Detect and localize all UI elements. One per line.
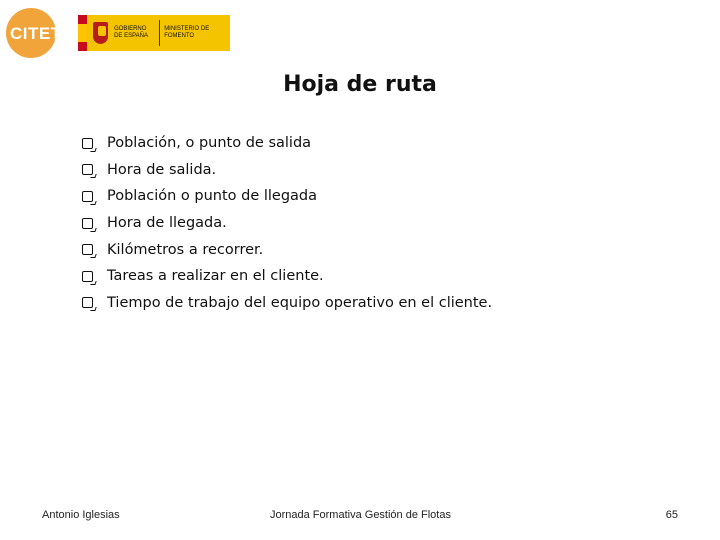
bullet-list: [80, 130, 492, 316]
list-item-text: Tareas a realizar en el cliente.: [107, 268, 324, 285]
footer-author: Antonio Iglesias: [42, 509, 120, 521]
list-item-text: Kilómetros a recorrer.: [107, 241, 264, 258]
list-item: [80, 157, 492, 184]
checkbox-bullet-icon: [82, 218, 93, 229]
list-item-text: Hora de salida.: [107, 161, 217, 178]
slide-title-text: Hoja de ruta: [283, 72, 437, 97]
list-item: [80, 210, 492, 237]
list-item-text: Hora de llegada.: [107, 215, 227, 232]
government-banner: [78, 15, 230, 51]
list-item: [80, 290, 492, 317]
checkbox-bullet-icon: [82, 297, 93, 308]
list-item: [80, 130, 492, 157]
footer-event: Jornada Formativa Gestión de Flotas: [270, 509, 451, 521]
list-item: [80, 236, 492, 263]
checkbox-bullet-icon: [82, 244, 93, 255]
list-item: [80, 263, 492, 290]
checkbox-bullet-icon: [82, 191, 93, 202]
checkbox-bullet-icon: [82, 164, 93, 175]
page-number: 65: [665, 509, 678, 521]
spain-flag-icon: [78, 15, 87, 51]
ministry-label: MINISTERIO DE FOMENTO: [164, 26, 210, 39]
list-item-text: Población, o punto de salida: [107, 135, 312, 152]
slide-title: [0, 72, 720, 97]
checkbox-bullet-icon: [82, 271, 93, 282]
banner-divider: [159, 20, 160, 46]
coat-of-arms-icon: [93, 22, 108, 44]
citet-logo: [6, 8, 62, 58]
government-label: GOBIERNO DE ESPAÑA: [114, 26, 148, 39]
checkbox-bullet-icon: [82, 138, 93, 149]
list-item-text: Población o punto de llegada: [107, 188, 318, 205]
logo-text: CITET: [10, 24, 62, 43]
list-item: [80, 183, 492, 210]
list-item-text: Tiempo de trabajo del equipo operativo en el cliente.: [107, 294, 493, 311]
